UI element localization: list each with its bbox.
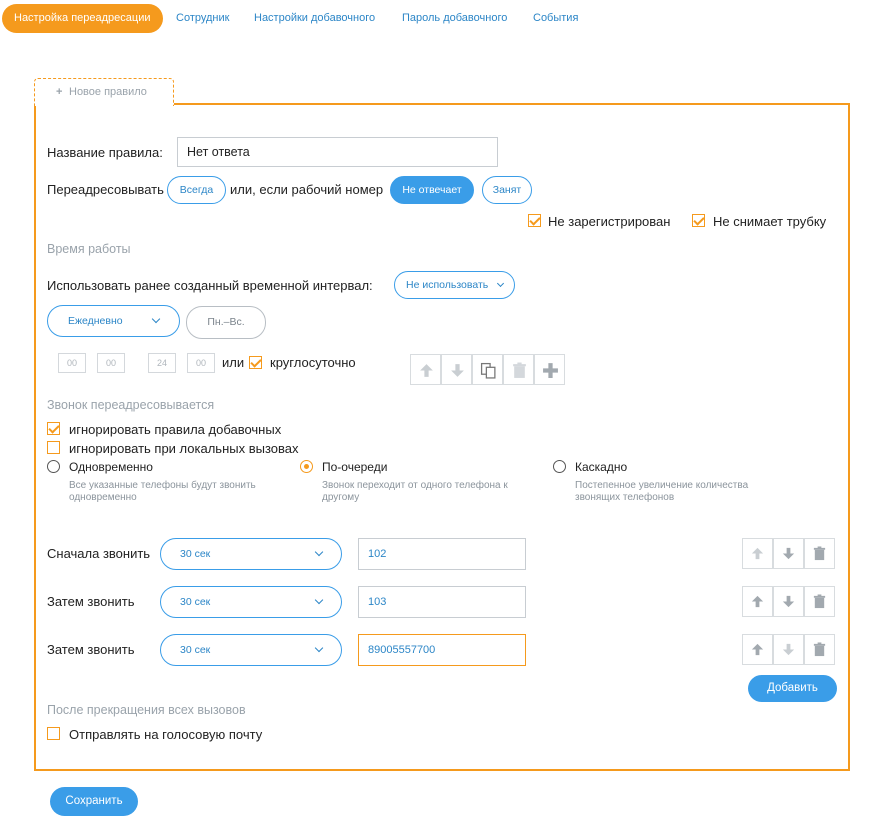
step-3-label: Затем звонить bbox=[47, 642, 135, 657]
call-section: Звонок переадресовывается bbox=[47, 398, 215, 412]
time-to-hours[interactable]: 24 bbox=[148, 353, 176, 373]
step-3-down-button[interactable] bbox=[773, 634, 804, 665]
chevron-down-icon bbox=[315, 548, 323, 556]
step-1-delete-button[interactable] bbox=[804, 538, 835, 569]
tab-extension-password[interactable]: Пароль добавочного bbox=[402, 12, 508, 24]
arrow-up-icon bbox=[750, 546, 765, 561]
arrow-down-icon bbox=[781, 594, 796, 609]
step-3-delete-button[interactable] bbox=[804, 634, 835, 665]
plus-icon bbox=[542, 362, 559, 379]
mode-simultaneous-label: Одновременно bbox=[69, 460, 153, 474]
ignore-local-label: игнорировать при локальных вызовах bbox=[69, 441, 299, 456]
mode-sequential-label: По-очереди bbox=[322, 460, 388, 474]
mode-simultaneous-radio[interactable] bbox=[47, 460, 60, 473]
days-button[interactable]: Пн.–Вс. bbox=[186, 306, 266, 339]
ignore-rules-checkbox[interactable] bbox=[47, 422, 60, 435]
not-picking-up-label: Не снимает трубку bbox=[713, 214, 827, 229]
trash-icon bbox=[812, 594, 827, 609]
tab-events[interactable]: События bbox=[533, 12, 579, 24]
tab-new-rule[interactable] bbox=[34, 78, 174, 106]
step-1-duration-select[interactable] bbox=[160, 538, 342, 570]
tab-employee[interactable]: Сотрудник bbox=[176, 12, 230, 24]
mode-sequential-hint: Звонок переходит от одного телефона к другому bbox=[322, 480, 508, 503]
arrow-down-icon bbox=[781, 546, 796, 561]
arrow-down-icon bbox=[449, 362, 466, 379]
move-up-button[interactable] bbox=[410, 354, 441, 385]
step-3-number-input[interactable]: 89005557700 bbox=[358, 634, 526, 666]
no-answer-button[interactable]: Не отвечает bbox=[390, 176, 474, 204]
step-1-label: Сначала звонить bbox=[47, 546, 151, 561]
delete-interval-button[interactable] bbox=[503, 354, 534, 385]
time-to-minutes[interactable]: 00 bbox=[187, 353, 215, 373]
step-2-duration-value: 30 сек bbox=[180, 596, 211, 608]
trash-icon bbox=[812, 546, 827, 561]
voicemail-checkbox[interactable] bbox=[47, 727, 60, 740]
arrow-up-icon bbox=[750, 594, 765, 609]
mode-cascade-radio[interactable] bbox=[553, 460, 566, 473]
arrow-up-icon bbox=[418, 362, 435, 379]
step-3-duration-select[interactable] bbox=[160, 634, 342, 666]
busy-button[interactable]: Занят bbox=[482, 176, 532, 204]
tab-new-rule-label: Новое правило bbox=[69, 86, 147, 98]
save-button[interactable]: Сохранить bbox=[50, 787, 138, 816]
work-time-section: Время работы bbox=[47, 242, 131, 256]
interval-select-value: Не использовать bbox=[406, 279, 489, 291]
step-1-up-button[interactable] bbox=[742, 538, 773, 569]
chevron-down-icon bbox=[152, 315, 160, 323]
step-3-duration-value: 30 сек bbox=[180, 644, 211, 656]
mode-cascade-hint: Постепенное увеличение количества звонящих телефонов bbox=[575, 480, 749, 503]
step-1-duration-value: 30 сек bbox=[180, 548, 211, 560]
ignore-rules-label: игнорировать правила добавочных bbox=[69, 422, 282, 437]
arrow-down-icon bbox=[781, 642, 796, 657]
not-registered-checkbox[interactable] bbox=[528, 214, 541, 227]
add-step-button[interactable]: Добавить bbox=[748, 675, 837, 702]
time-from-minutes[interactable]: 00 bbox=[97, 353, 125, 373]
step-2-label: Затем звонить bbox=[47, 594, 135, 609]
step-3-up-button[interactable] bbox=[742, 634, 773, 665]
mode-cascade-label: Каскадно bbox=[575, 460, 628, 474]
forward-label: Переадресовывать bbox=[47, 182, 164, 197]
chevron-down-icon bbox=[315, 596, 323, 604]
add-interval-button[interactable] bbox=[534, 354, 565, 385]
step-1-down-button[interactable] bbox=[773, 538, 804, 569]
time-from-hours[interactable]: 00 bbox=[58, 353, 86, 373]
plus-icon: + bbox=[56, 86, 63, 98]
step-2-number-input[interactable]: 103 bbox=[358, 586, 526, 618]
not-registered-label: Не зарегистрирован bbox=[548, 214, 671, 229]
use-interval-label: Использовать ранее созданный временной интервал: bbox=[47, 278, 373, 293]
or-if-label: или, если рабочий номер bbox=[230, 182, 384, 197]
copy-button[interactable] bbox=[472, 354, 503, 385]
step-2-down-button[interactable] bbox=[773, 586, 804, 617]
step-2-delete-button[interactable] bbox=[804, 586, 835, 617]
always-button[interactable]: Всегда bbox=[167, 176, 226, 204]
around-clock-checkbox[interactable] bbox=[249, 356, 262, 369]
ignore-local-checkbox[interactable] bbox=[47, 441, 60, 454]
mode-sequential-radio[interactable] bbox=[300, 460, 313, 473]
copy-icon bbox=[480, 362, 497, 379]
schedule-select-value: Ежедневно bbox=[68, 315, 123, 327]
schedule-select[interactable] bbox=[47, 305, 180, 337]
around-clock-label: круглосуточно bbox=[270, 355, 356, 370]
tab-forwarding-settings[interactable]: Настройка переадресации bbox=[2, 4, 163, 33]
rule-name-label: Название правила: bbox=[47, 145, 163, 160]
interval-select[interactable] bbox=[394, 271, 515, 299]
mode-simultaneous-hint: Все указанные телефоны будут звонить одновременно bbox=[69, 480, 256, 503]
or-label: или bbox=[222, 355, 245, 370]
not-picking-up-checkbox[interactable] bbox=[692, 214, 705, 227]
chevron-down-icon bbox=[497, 280, 504, 287]
arrow-up-icon bbox=[750, 642, 765, 657]
trash-icon bbox=[511, 362, 528, 379]
move-down-button[interactable] bbox=[441, 354, 472, 385]
step-1-number-input[interactable]: 102 bbox=[358, 538, 526, 570]
step-2-up-button[interactable] bbox=[742, 586, 773, 617]
voicemail-label: Отправлять на голосовую почту bbox=[69, 727, 263, 742]
chevron-down-icon bbox=[315, 644, 323, 652]
after-section: После прекращения всех вызовов bbox=[47, 703, 246, 717]
rule-name-input[interactable]: Нет ответа bbox=[177, 137, 498, 167]
tab-extension-settings[interactable]: Настройки добавочного bbox=[254, 12, 376, 24]
trash-icon bbox=[812, 642, 827, 657]
step-2-duration-select[interactable] bbox=[160, 586, 342, 618]
